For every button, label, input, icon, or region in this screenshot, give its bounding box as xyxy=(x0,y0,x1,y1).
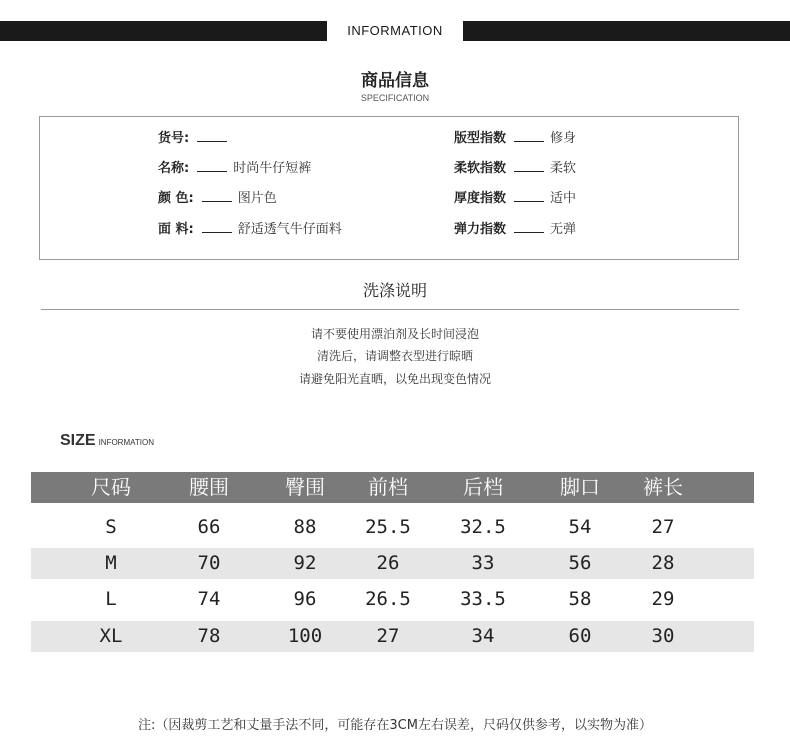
column-header: 裤长 xyxy=(643,475,683,499)
spec-key: 柔软指数 xyxy=(454,161,507,176)
table-cell: 32.5 xyxy=(460,516,506,538)
spec-key: 面 料: xyxy=(158,222,194,237)
table-row xyxy=(31,548,754,579)
spec-value: 适中 xyxy=(550,191,577,206)
table-cell: S xyxy=(105,516,117,538)
wash-title: 洗涤说明 xyxy=(362,281,427,300)
spec-key: 弹力指数 xyxy=(454,222,507,237)
column-header: 后档 xyxy=(463,475,503,499)
column-header: 脚口 xyxy=(560,475,600,499)
table-row xyxy=(31,584,754,615)
blank-line xyxy=(514,131,544,142)
blank-line xyxy=(514,191,544,202)
table-cell: 33.5 xyxy=(460,588,506,610)
spec-item-elasticity xyxy=(454,220,576,240)
spec-value: 修身 xyxy=(550,131,577,146)
table-cell: 70 xyxy=(197,552,221,574)
spec-item-thickness xyxy=(454,189,576,209)
table-cell: 26.5 xyxy=(365,588,411,610)
blank-line xyxy=(514,161,544,172)
blank-line xyxy=(514,222,544,233)
table-cell: XL xyxy=(99,625,123,647)
spec-value: 图片色 xyxy=(237,191,277,206)
spec-key: 颜 色: xyxy=(158,191,194,206)
spec-item-name xyxy=(158,159,311,179)
size-label-small: INFORMATION xyxy=(98,438,154,447)
spec-value: 时尚牛仔短裤 xyxy=(233,161,312,176)
table-cell: L xyxy=(105,588,117,610)
table-cell: 60 xyxy=(568,625,592,647)
table-cell: 100 xyxy=(287,625,323,647)
size-label: SIZE xyxy=(60,432,96,449)
table-row xyxy=(31,512,754,543)
table-cell: 54 xyxy=(568,516,592,538)
footnote: 注:（因裁剪工艺和丈量手法不同，可能存在3CM左右误差，尺码仅供参考，以实物为准） xyxy=(138,718,652,733)
wash-instruction: 请避免阳光直晒，以免出现变色情况 xyxy=(298,372,491,386)
table-cell: M xyxy=(105,552,117,574)
table-cell: 27 xyxy=(651,516,675,538)
spec-key: 名称: xyxy=(158,161,190,176)
spec-value: 舒适透气牛仔面料 xyxy=(237,222,342,237)
information-banner xyxy=(0,21,790,41)
table-cell: 30 xyxy=(651,625,675,647)
blank-line xyxy=(197,131,227,142)
spec-title: 商品信息 xyxy=(361,71,429,91)
spec-item-fabric xyxy=(158,220,342,240)
table-row xyxy=(31,621,754,652)
size-table-header xyxy=(31,472,754,503)
spec-value: 无弹 xyxy=(550,222,577,237)
table-cell: 88 xyxy=(293,516,317,538)
table-cell: 26 xyxy=(376,552,400,574)
information-title: INFORMATION xyxy=(327,21,463,41)
table-cell: 34 xyxy=(471,625,495,647)
table-cell: 25.5 xyxy=(365,516,411,538)
table-cell: 58 xyxy=(568,588,592,610)
column-header: 腰围 xyxy=(189,475,229,499)
spec-value: 柔软 xyxy=(550,161,577,176)
divider xyxy=(41,309,739,310)
spec-item-softness xyxy=(454,159,576,179)
wash-instruction: 清洗后，请调整衣型进行晾晒 xyxy=(316,349,473,363)
blank-line xyxy=(197,161,227,172)
table-cell: 96 xyxy=(293,588,317,610)
spec-key: 版型指数 xyxy=(454,131,507,146)
size-section-label xyxy=(60,432,154,450)
table-cell: 74 xyxy=(197,588,221,610)
column-header: 尺码 xyxy=(91,475,131,499)
column-header: 臀围 xyxy=(285,475,325,499)
spec-item-sku xyxy=(158,129,233,149)
blank-line xyxy=(202,222,232,233)
table-cell: 56 xyxy=(568,552,592,574)
table-cell: 28 xyxy=(651,552,675,574)
spec-item-fit xyxy=(454,129,576,149)
spec-key: 货号: xyxy=(158,131,190,146)
spec-item-color xyxy=(158,189,277,209)
column-header: 前档 xyxy=(368,475,408,499)
table-cell: 29 xyxy=(651,588,675,610)
spec-subtitle: SPECIFICATION xyxy=(360,93,430,103)
blank-line xyxy=(202,191,232,202)
wash-instruction: 请不要使用漂泊剂及长时间浸泡 xyxy=(310,327,479,341)
table-cell: 66 xyxy=(197,516,221,538)
table-cell: 27 xyxy=(376,625,400,647)
table-cell: 92 xyxy=(293,552,317,574)
spec-key: 厚度指数 xyxy=(454,191,507,206)
table-cell: 78 xyxy=(197,625,221,647)
table-cell: 33 xyxy=(471,552,495,574)
spec-box xyxy=(39,116,739,260)
